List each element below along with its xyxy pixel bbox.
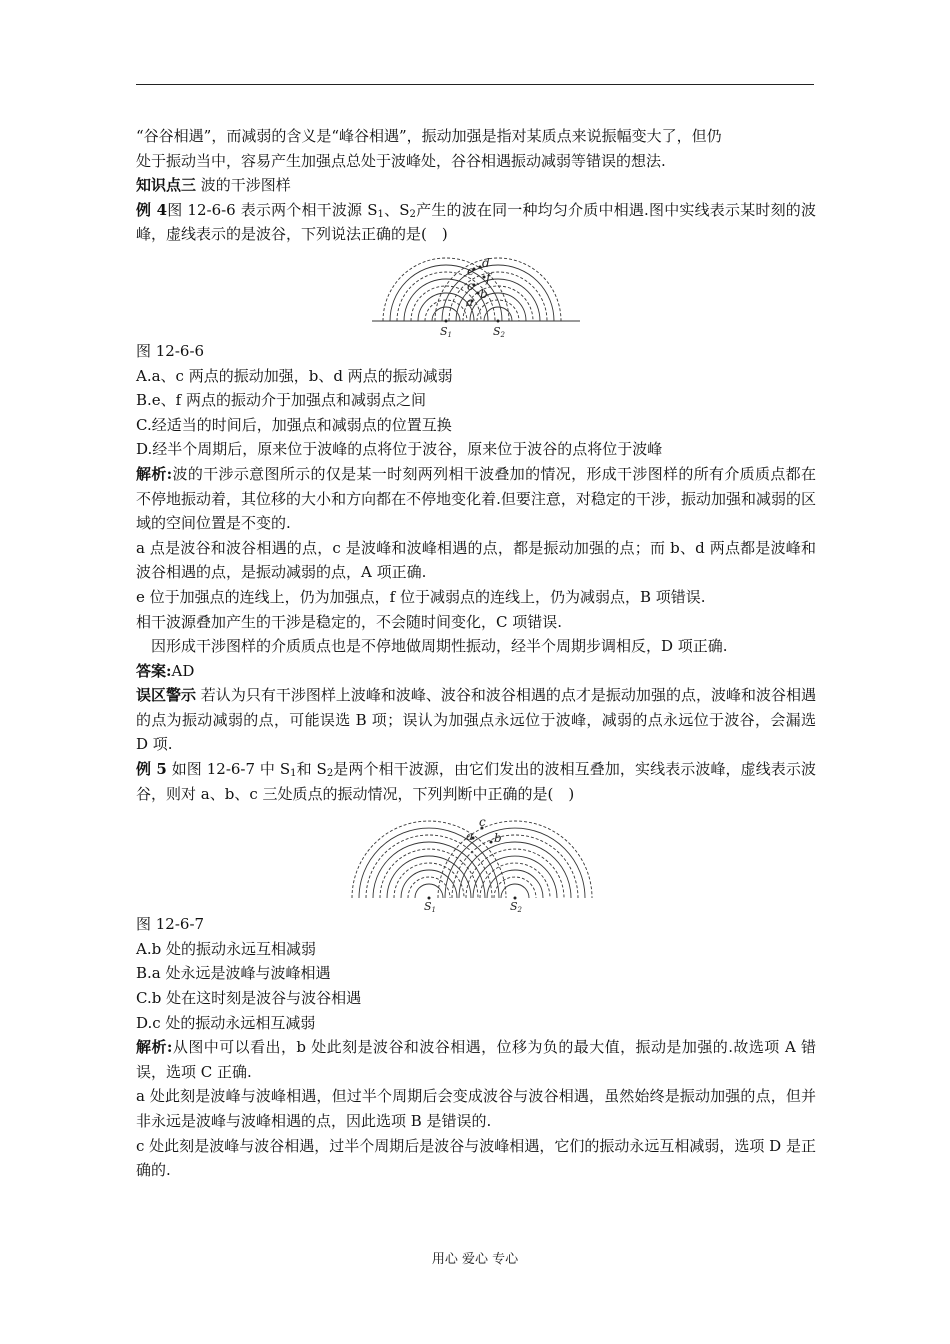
example5-stem: 例 5 如图 12-6-7 中 $S_1$和 $S_2$是两个相干波源，由它们发出的波相互叠加，实线表示波峰，虚线表示波谷，则对 a、b、c 三处质点的振动情况，下列判断中正确的是( )	[136, 760, 816, 803]
figure-12-6-6	[370, 255, 582, 339]
section-subtitle: 波的干涉图样	[196, 176, 291, 195]
source-s1	[445, 319, 448, 322]
example4-warning: 误区警示 若认为只有干涉图样上波峰和波峰、波谷和波谷相遇的点才是振动加强的点，波峰和波谷相遇的点为振动减弱的点，可能误选 B 项；误认为加强点永远位于波峰，减弱的点永远位于波谷，会漏选 D 项.	[136, 686, 816, 754]
example4-option-b: B.e、f 两点的振动介于加强点和减弱点之间	[136, 391, 426, 410]
section-heading	[136, 173, 816, 198]
example4-label: 例 4	[136, 200, 168, 219]
example5-option-d: D.c 处的振动永远相互减弱	[136, 1013, 316, 1032]
label-s1: S1	[440, 324, 453, 339]
label-f: f	[486, 270, 491, 285]
example4-option-a: A.a、c 两点的振动加强，b、d 两点的振动减弱	[136, 366, 453, 385]
label-s1: S1	[424, 900, 437, 913]
source-s2	[497, 319, 500, 322]
example5-option-b: B.a 处永远是波峰与波峰相遇	[136, 964, 331, 983]
answer-label: 答案:	[136, 661, 172, 680]
label-d: d	[482, 255, 490, 270]
label-b: b	[494, 831, 502, 846]
example5-option-c: C.b 处在这时刻是波谷与波谷相遇	[136, 989, 362, 1008]
figure-12-6-7	[341, 812, 611, 912]
label-s2: S2	[493, 324, 506, 339]
point-b	[490, 841, 493, 844]
label-s2: S2	[510, 900, 523, 913]
example5-analysis-3: c 处此刻是波峰与波谷相遇，过半个周期后是波谷与波峰相遇，它们的振动永远互相减弱，选项 D 是正确的.	[136, 1136, 816, 1180]
figure-12-6-7-caption: 图 12-6-7	[136, 915, 205, 934]
analysis-label: 解析:	[136, 1038, 173, 1057]
label-e: e	[467, 263, 475, 278]
example4-option-c: C.经适当的时间后，加强点和减弱点的位置互换	[136, 415, 452, 434]
s2-wavefronts	[435, 255, 561, 321]
example5-option-a: A.b 处的振动永远互相减弱	[136, 939, 316, 958]
example5-label: 例 5	[136, 760, 167, 779]
label-b: b	[480, 286, 488, 301]
example4-option-d: D.经半个周期后，原来位于波峰的点将位于波谷，原来位于波谷的点将位于波峰	[136, 440, 663, 459]
example5-analysis-1: 解析:从图中可以看出，b 处此刻是波谷和波谷相遇，位移为负的最大值，振动是加强的.故选项 A 错误，选项 C 正确.	[136, 1038, 816, 1081]
example4-stem: 例 4图 12-6-6 表示两个相干波源 $S_1$、$S_2$产生的波在同一种均匀介质中相遇.图中实线表示某时刻的波峰，虚线表示的是波谷，下列说法正确的是( )	[136, 200, 816, 244]
example4-analysis-5: 因形成干涉图样的介质质点也是不停地做周期性振动，经半个周期步调相反，D 项正确.	[151, 637, 728, 656]
example5-analysis-2: a 处此刻是波峰与波峰相遇，但过半个周期后会变成波谷与波谷相遇，虽然始终是振动加强的点，但并非永远是波峰与波峰相遇的点，因此选项 B 是错误的.	[136, 1087, 816, 1130]
label-c: c	[467, 278, 474, 293]
label-c: c	[479, 815, 486, 830]
label-a: a	[466, 294, 474, 309]
example4-answer	[136, 659, 816, 684]
s1-wavefronts	[383, 255, 509, 321]
s2-wavefronts-b	[438, 821, 592, 898]
s1-wavefronts-b	[352, 821, 506, 898]
header-rule	[136, 84, 814, 85]
warning-label: 误区警示	[136, 686, 197, 705]
page-content	[136, 124, 816, 1183]
figure-12-6-6-caption: 图 12-6-6	[136, 341, 205, 360]
page-footer: 用心 爱心 专心	[431, 1252, 519, 1267]
example4-analysis-4: 相干波源叠加产生的干涉是稳定的，不会随时间变化，C 项错误.	[136, 612, 563, 631]
example4-analysis-2: a 点是波谷和波谷相遇的点，c 是波峰和波峰相遇的点，都是振动加强的点；而 b、d 两点都是波峰和波谷相遇的点，是振动减弱的点，A 项正确.	[136, 538, 816, 582]
example4-analysis-3: e 位于加强点的连线上，仍为加强点，f 位于减弱点的连线上，仍为减弱点，B 项错误.	[136, 587, 706, 606]
intro-paragraph: “谷谷相遇”，而减弱的含义是“峰谷相遇”，振动加强是指对某质点来说振幅变大了，但仍 处于振动当中，容易产生加强点总处于波峰处，谷谷相遇振动减弱等错误的想法.	[136, 127, 722, 170]
answer-value: AD	[171, 661, 195, 680]
label-a: a	[466, 829, 474, 844]
analysis-label: 解析:	[136, 464, 173, 483]
example4-analysis-1: 解析:波的干涉示意图所示的仅是某一时刻两列相干波叠加的情况，形成干涉图样的所有介质质点都在不停地振动着，其位移的大小和方向都在不停地变化着.但要注意，对稳定的干涉，振动加强和减弱的区域的空间位置是不变的.	[136, 464, 816, 533]
section-title: 知识点三	[136, 176, 197, 195]
